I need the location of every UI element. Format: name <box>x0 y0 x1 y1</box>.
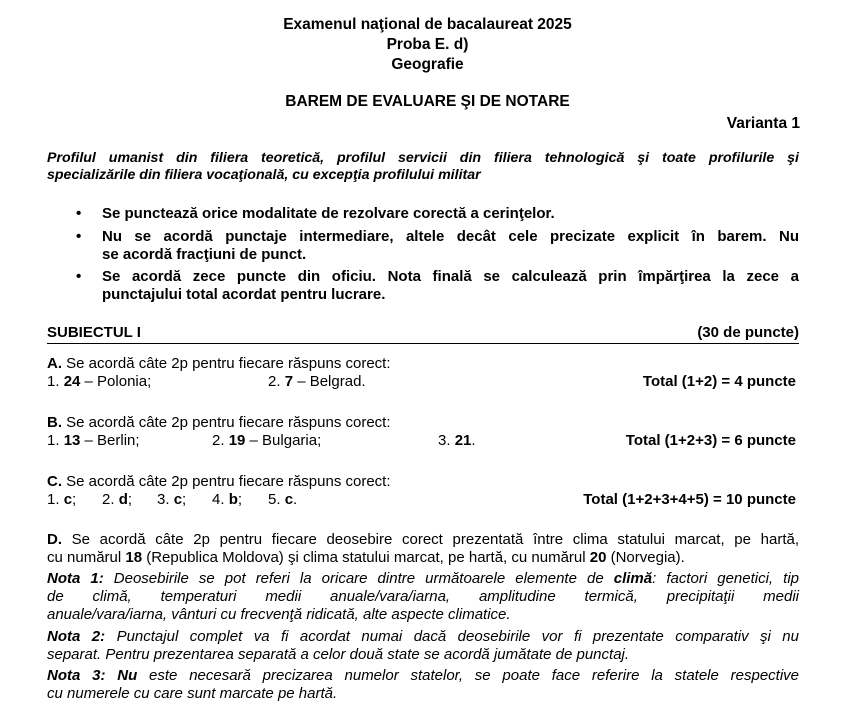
item-text: – Polonia; <box>80 373 152 390</box>
item-answer: b <box>228 491 238 508</box>
item-number: 5. <box>268 491 285 508</box>
item-text: – Belgrad. <box>293 373 366 390</box>
d-state-number: 18 <box>125 549 143 566</box>
rule-3-line-2: punctajului total acordat pentru lucrare. <box>102 286 386 303</box>
item-text: . <box>471 432 476 449</box>
item-number: 2. <box>268 373 285 390</box>
item-answer: d <box>118 491 128 508</box>
nota-2-label: Nota 2: <box>47 628 106 645</box>
section-a-item-1 <box>47 373 151 391</box>
item-answer: 21 <box>454 432 472 449</box>
section-a-letter: A. <box>47 355 62 372</box>
item-number: 1. <box>47 491 64 508</box>
rule-2-line-2: se acordă fracţiuni de punct. <box>102 246 307 263</box>
variant-label: Varianta 1 <box>726 115 800 132</box>
section-c-item-3 <box>157 491 186 509</box>
bullet-icon: • <box>76 228 82 245</box>
section-b-intro-text: Se acordă câte 2p pentru fiecare răspuns corect: <box>62 414 391 431</box>
item-answer: 19 <box>228 432 246 449</box>
rule-3-line-1: Se acordă zece puncte din oficiu. Nota finală se calculează prin împărţirea la zece a <box>102 268 799 285</box>
barem-title: BAREM DE EVALUARE ŞI DE NOTARE <box>285 93 570 110</box>
nota-1-label: Nota 1: <box>47 570 104 587</box>
bullet-icon: • <box>76 205 82 222</box>
subject-points: (30 de puncte) <box>697 324 799 341</box>
section-a-item-2 <box>268 373 366 391</box>
nota-text: Punctajul complet va fi acordat numai dacă deosebirile vor fi prezentate comparativ şi nu <box>105 628 799 645</box>
item-answer: 7 <box>284 373 294 390</box>
section-c-letter: C. <box>47 473 62 490</box>
item-text: ; <box>127 491 133 508</box>
section-a-intro-text: Se acordă câte 2p pentru fiecare răspuns corect: <box>62 355 391 372</box>
exam-subject: Geografie <box>391 56 464 73</box>
section-c-total: Total (1+2+3+4+5) = 10 puncte <box>583 491 796 508</box>
nota-text: este necesară precizarea numelor statelor, se poate face referire la statele respective <box>137 667 799 684</box>
nota-3-label: Nota 3: <box>47 667 106 684</box>
nota-emphasis: Nu <box>105 667 138 684</box>
nota-3-line-1 <box>47 667 799 685</box>
subject-header-rule <box>47 325 799 344</box>
nota-2-line-1 <box>47 628 799 646</box>
section-d-letter: D. <box>47 531 62 548</box>
section-c-item-4 <box>212 491 242 509</box>
item-text: ; <box>237 491 243 508</box>
section-c-intro <box>47 473 391 491</box>
section-b-intro <box>47 414 391 432</box>
section-d-line-2 <box>47 549 685 567</box>
nota-emphasis: climă <box>613 570 653 587</box>
d-line-2-part: cu numărul <box>47 549 126 566</box>
profile-line-1: Profilul umanist din filiera teoretică, profilul servicii din filiera tehnologică şi toate profilurile şi <box>47 150 799 166</box>
nota-text: : factori genetici, tip <box>652 570 799 587</box>
section-d-line-1-text: Se acordă câte 2p pentru fiecare deosebire corect prezentată între clima statului marcat, pe hartă, <box>62 531 799 548</box>
item-number: 1. <box>47 373 64 390</box>
item-text: – Berlin; <box>80 432 140 449</box>
item-number: 4. <box>212 491 229 508</box>
item-answer: c <box>284 491 294 508</box>
subject-title: SUBIECTUL I <box>47 324 141 341</box>
exam-title: Examenul naţional de bacalaureat 2025 <box>283 16 572 33</box>
section-c-intro-text: Se acordă câte 2p pentru fiecare răspuns corect: <box>62 473 391 490</box>
section-b-item-1 <box>47 432 140 450</box>
item-answer: 13 <box>63 432 81 449</box>
item-text: ; <box>72 491 77 508</box>
item-number: 2. <box>212 432 229 449</box>
nota-text: Deosebirile se pot referi la oricare dintre următoarele elemente de <box>103 570 614 587</box>
item-text: – Bulgaria; <box>245 432 322 449</box>
section-a-intro <box>47 355 391 373</box>
nota-3-line-2: cu numerele cu care sunt marcate pe hartă. <box>47 685 338 702</box>
item-text: ; <box>182 491 187 508</box>
exam-proba: Proba E. d) <box>386 36 469 53</box>
section-c-item-1 <box>47 491 76 509</box>
section-b-letter: B. <box>47 414 62 431</box>
nota-1-line-1 <box>47 570 799 588</box>
profile-line-2: specializările din filiera vocaţională, cu excepţia profilului militar <box>47 167 481 183</box>
section-b-item-2 <box>212 432 321 450</box>
item-answer: c <box>63 491 73 508</box>
section-a-total: Total (1+2) = 4 puncte <box>642 373 796 390</box>
item-number: 2. <box>102 491 119 508</box>
d-state-number: 20 <box>589 549 607 566</box>
nota-1-line-2: de climă, temperaturi medii anuale/vara/iarna, amplitudine termică, precipitaţii medii <box>47 588 799 605</box>
section-b-total: Total (1+2+3) = 6 puncte <box>625 432 796 449</box>
nota-1-line-3: anuale/vara/iarna, vânturi cu frecvenţă ridicată, alte aspecte climatice. <box>47 606 511 623</box>
item-answer: c <box>173 491 183 508</box>
item-number: 1. <box>47 432 64 449</box>
section-c-item-2 <box>102 491 132 509</box>
section-b-item-3 <box>438 432 476 450</box>
item-answer: 24 <box>63 373 81 390</box>
section-c-item-5 <box>268 491 297 509</box>
bullet-icon: • <box>76 268 82 285</box>
nota-2-line-2: separat. Pentru prezentarea separată a celor două state se acordă jumătate de punctaj. <box>47 646 630 663</box>
item-number: 3. <box>157 491 174 508</box>
item-text: . <box>293 491 298 508</box>
rule-1: Se punctează orice modalitate de rezolvare corectă a cerinţelor. <box>102 205 555 222</box>
item-number: 3. <box>438 432 455 449</box>
d-line-2-part: (Norvegia). <box>606 549 685 566</box>
section-d-line-1 <box>47 531 799 549</box>
rule-2-line-1: Nu se acordă punctaje intermediare, altele decât cele precizate explicit în barem. Nu <box>102 228 799 245</box>
d-line-2-part: (Republica Moldova) şi clima statului marcat, pe hartă, cu numărul <box>142 549 590 566</box>
